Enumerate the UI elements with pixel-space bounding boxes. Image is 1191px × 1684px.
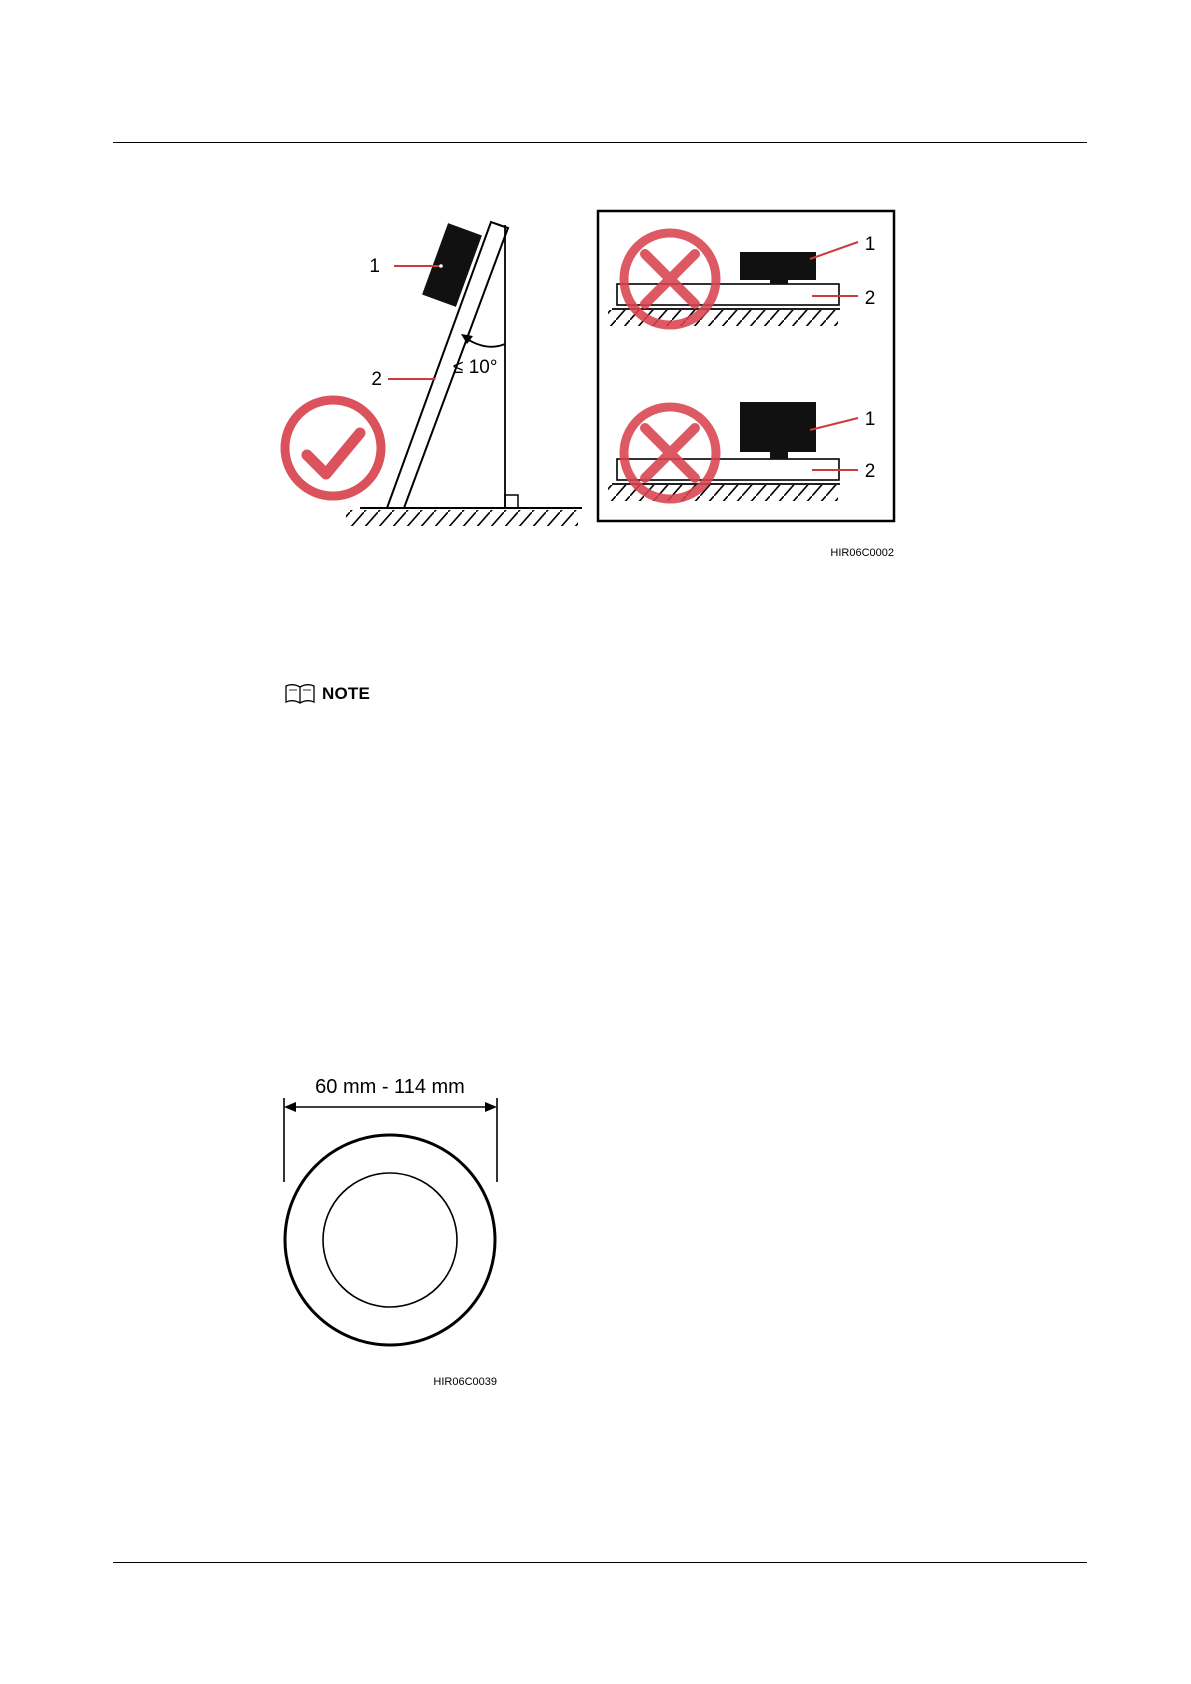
note-label: NOTE [322,684,371,703]
device-mount-bottom [770,450,788,459]
device-flat-top [740,252,816,280]
pole-outer-circle [285,1135,495,1345]
dimension-label: 60 mm - 114 mm [315,1076,465,1098]
callout-2-left: 2 [371,369,382,390]
callout-1-left: 1 [369,256,380,277]
figure-2-id: HIR06C0039 [433,1376,497,1388]
note-heading [284,683,370,705]
device-upright-bottom [740,402,816,452]
callout-1-right-top: 1 [864,234,876,255]
callout-1-right-bottom: 1 [864,409,876,430]
pole-diameter-diagram [284,1098,497,1345]
leader-line-bottom-1 [810,418,858,430]
angle-label: ≤ 10° [453,357,498,378]
ground-hatching [346,510,578,526]
pole-inner-circle [323,1173,457,1307]
callout-2-right-top: 2 [864,288,876,309]
wrong-example-bottom [608,402,858,501]
figure-1-id: HIR06C0002 [830,547,894,559]
dimension-arrow-right [485,1102,497,1112]
callout-2-right-bottom: 2 [864,461,876,482]
device-mount-top [770,278,788,284]
correct-circle [285,400,381,496]
leader-line-top-1 [810,242,858,259]
leader-dot-1 [439,264,443,268]
wrong-example-top [608,233,858,326]
leader-dot-2 [435,377,438,380]
correct-installation-diagram [285,222,582,526]
book-icon [284,683,316,705]
dimension-arrow-left [284,1102,296,1112]
check-mark-icon [307,433,360,474]
right-angle-marker [505,495,518,508]
